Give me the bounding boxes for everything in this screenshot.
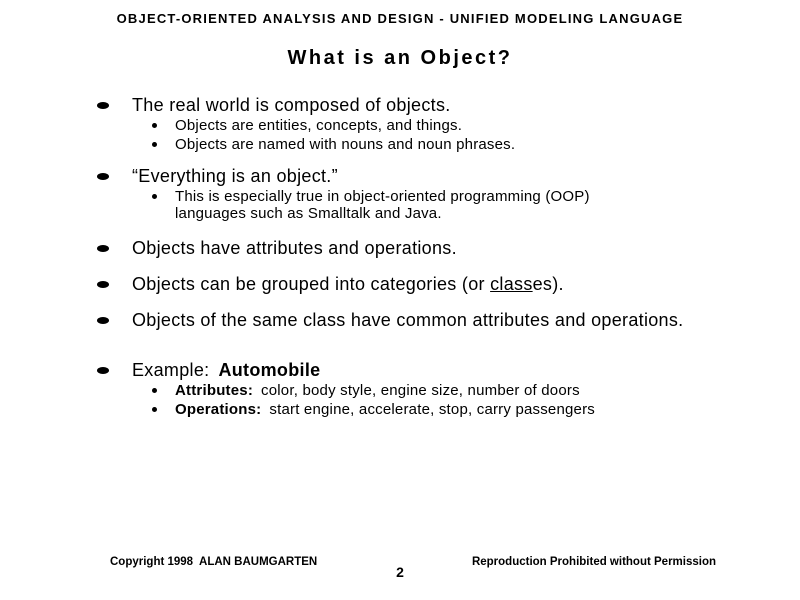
sub-bullet-icon bbox=[152, 407, 157, 412]
sub-bullet-text: Objects are named with nouns and noun phrases. bbox=[175, 136, 516, 153]
bullet-icon bbox=[97, 102, 109, 109]
bullet-icon bbox=[97, 173, 109, 180]
sub-bullet-text: Objects are entities, concepts, and things. bbox=[175, 117, 463, 134]
sub-bullet-line bbox=[175, 136, 645, 153]
bullet-item-same-class bbox=[0, 310, 800, 330]
bullet-line bbox=[132, 95, 715, 115]
bullet-icon bbox=[97, 367, 109, 374]
sub-bullet-text: color, body style, engine size, number of doors bbox=[261, 382, 580, 399]
bullet-text-prefix: Objects can be grouped into categories (or bbox=[132, 274, 491, 294]
sub-bullet-line bbox=[175, 188, 645, 222]
bullet-line bbox=[132, 166, 715, 186]
bullet-text-underlined: class bbox=[490, 274, 533, 294]
sub-bullet-text: This is especially true in object-oriented programming (OOP) languages such as Smalltalk and Java. bbox=[175, 188, 590, 222]
bullet-line bbox=[132, 310, 715, 330]
bullet-line bbox=[132, 238, 715, 258]
sub-bullet-line-operations bbox=[175, 401, 645, 418]
bullet-item-example-automobile bbox=[0, 360, 800, 418]
bullet-line bbox=[132, 360, 715, 380]
sub-bullet-icon bbox=[152, 194, 157, 199]
bullet-icon bbox=[97, 245, 109, 252]
footer-reproduction-notice: Reproduction Prohibited without Permission bbox=[471, 556, 716, 568]
bullet-icon bbox=[97, 317, 109, 324]
bullet-text: “Everything is an object.” bbox=[132, 166, 338, 186]
bullet-line bbox=[132, 274, 715, 294]
footer-copyright: Copyright 1998 ALAN BAUMGARTEN bbox=[110, 556, 318, 568]
bullet-text: Objects of the same class have common attributes and operations. bbox=[132, 310, 684, 330]
bullet-item-categories-classes bbox=[0, 274, 800, 294]
bullet-item-everything-object bbox=[0, 166, 800, 222]
bullet-item-real-world bbox=[0, 95, 800, 153]
bullet-text: Objects have attributes and operations. bbox=[132, 238, 457, 258]
bullet-item-attributes-operations bbox=[0, 238, 800, 258]
bullet-icon bbox=[97, 281, 109, 288]
slide-header: OBJECT-ORIENTED ANALYSIS AND DESIGN - UNIFIED MODELING LANGUAGE bbox=[116, 11, 684, 26]
sub-bullet-label: Operations: bbox=[175, 401, 262, 418]
bullet-text-label: Example: bbox=[132, 360, 210, 380]
sub-bullet-label: Attributes: bbox=[175, 382, 254, 399]
page-title: What is an Object? bbox=[287, 47, 513, 69]
sub-bullet-text: start engine, accelerate, stop, carry passengers bbox=[269, 401, 595, 418]
bullet-text-emphasis: Automobile bbox=[218, 360, 321, 380]
sub-bullet-icon bbox=[152, 123, 157, 128]
bullet-text-suffix: es). bbox=[532, 274, 564, 294]
sub-bullet-icon bbox=[152, 388, 157, 393]
sub-bullet-line bbox=[175, 117, 645, 134]
bullet-text: The real world is composed of objects. bbox=[132, 95, 451, 115]
sub-bullet-line-attributes bbox=[175, 382, 645, 399]
page-number: 2 bbox=[396, 564, 404, 580]
sub-bullet-icon bbox=[152, 142, 157, 147]
